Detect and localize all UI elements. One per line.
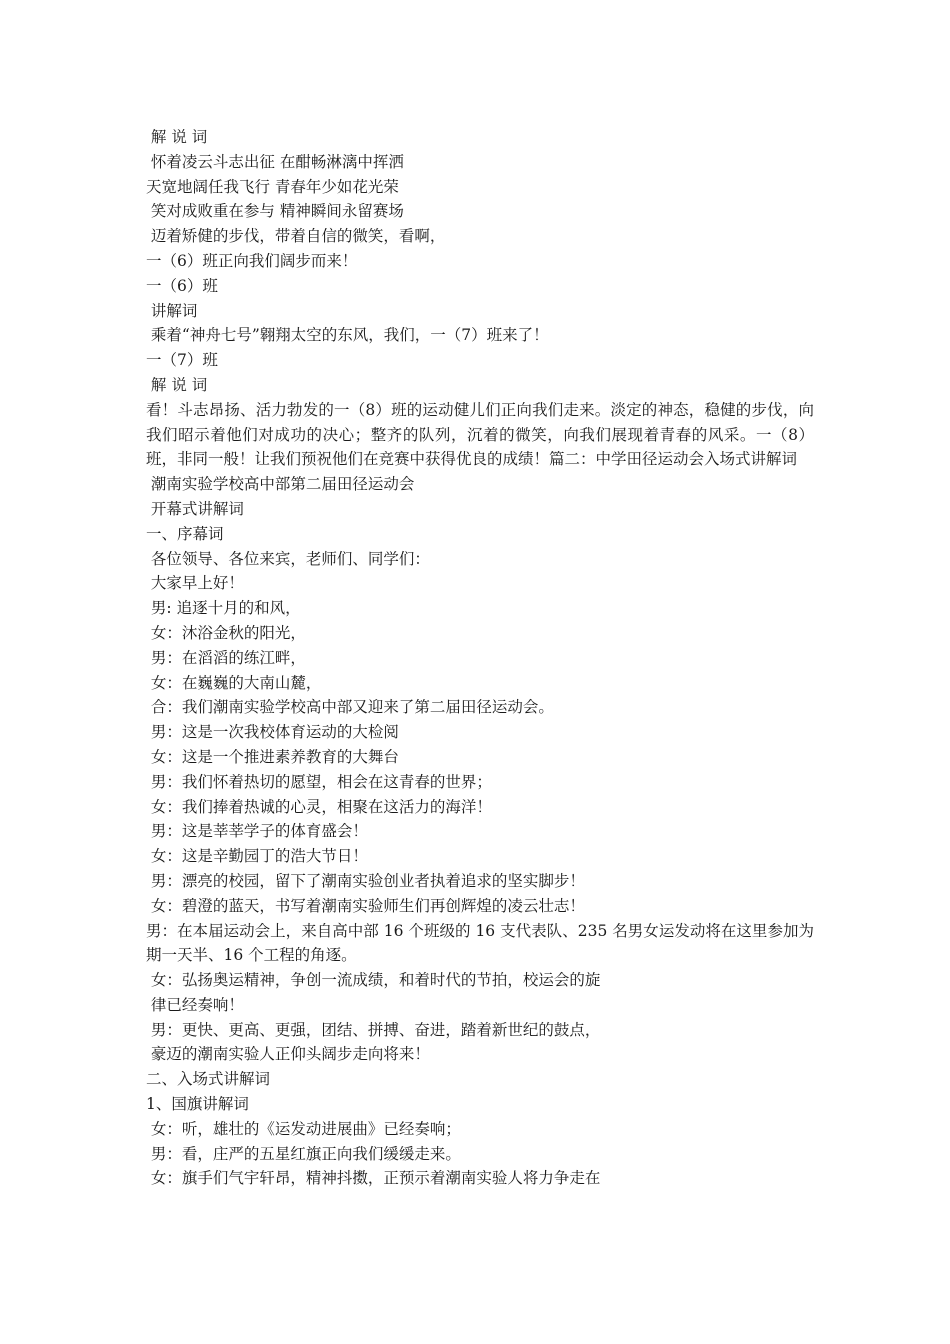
dialogue-line: 男：更快、更高、更强，团结、拼搏、奋进，踏着新世纪的鼓点， bbox=[146, 1020, 601, 1039]
dialogue-line: 女：旗手们气宇轩昂，精神抖擞，正预示着潮南实验人将力争走在 bbox=[146, 1169, 601, 1188]
document-subtitle: 开幕式讲解词 bbox=[146, 499, 244, 518]
verse-line: 怀着凌云斗志出征 在酣畅淋漓中挥洒 bbox=[146, 152, 404, 171]
verse-line: 天宽地阔任我飞行 青春年少如花光荣 bbox=[146, 177, 399, 196]
dialogue-line: 男：我们怀着热切的愿望，相会在这青春的世界； bbox=[146, 772, 492, 791]
dialogue-line: 男：看，庄严的五星红旗正向我们缓缓走来。 bbox=[146, 1144, 461, 1163]
text-line: 乘着“神舟七号”翱翔太空的东风，我们，一（7）班来了！ bbox=[146, 326, 549, 345]
dialogue-line: 豪迈的潮南实验人正仰头阔步走向将来！ bbox=[146, 1045, 430, 1064]
text-line: 大家早上好！ bbox=[146, 574, 244, 593]
text-line: 一（6）班正向我们阔步而来！ bbox=[146, 251, 358, 270]
section-heading: 一、序幕词 bbox=[146, 524, 224, 543]
dialogue-line: 女：这是辛勤园丁的浩大节日！ bbox=[146, 847, 368, 866]
dialogue-line: 女：我们捧着热诚的心灵，相聚在这活力的海洋！ bbox=[146, 797, 492, 816]
section-heading: 二、入场式讲解词 bbox=[146, 1070, 271, 1089]
dialogue-line: 合：我们潮南实验学校高中部又迎来了第二届田径运动会。 bbox=[146, 698, 554, 717]
dialogue-line: 女：在巍巍的大南山麓， bbox=[146, 673, 322, 692]
dialogue-line: 男: 追逐十月的和风， bbox=[146, 599, 301, 618]
subsection-heading: 1、国旗讲解词 bbox=[146, 1095, 249, 1114]
dialogue-line: 男：这是莘莘学子的体育盛会！ bbox=[146, 822, 368, 841]
heading-commentary-2: 讲解词 bbox=[146, 301, 198, 320]
document-body bbox=[146, 125, 814, 1191]
dialogue-line: 男：在滔滔的练江畔， bbox=[146, 648, 306, 667]
document-title: 潮南实验学校高中部第二届田径运动会 bbox=[146, 475, 415, 494]
dialogue-line: 女：这是一个推进素养教育的大舞台 bbox=[146, 747, 399, 766]
heading-commentary-1: 解 说 词 bbox=[146, 128, 208, 146]
dialogue-line: 男：漂亮的校园，留下了潮南实验创业者执着追求的坚实脚步！ bbox=[146, 871, 585, 890]
dialogue-line: 女：听，雄壮的《运发动进展曲》已经奏响； bbox=[146, 1119, 461, 1138]
paragraph: 男：在本届运动会上，来自高中部 16 个班级的 16 支代表队、235 名男女运发动将在这里参加为期一天半、16 个工程的角逐。 bbox=[146, 921, 814, 965]
dialogue-line: 律已经奏响！ bbox=[146, 995, 244, 1014]
dialogue-line: 男：这是一次我校体育运动的大检阅 bbox=[146, 723, 399, 742]
text-line: 迈着矫健的步伐，带着自信的微笑，看啊， bbox=[146, 227, 446, 246]
dialogue-line: 女：沐浴金秋的阳光， bbox=[146, 623, 306, 642]
dialogue-line: 女：弘扬奥运精神，争创一流成绩，和着时代的节拍，校运会的旋 bbox=[146, 971, 601, 990]
heading-commentary-3: 解 说 词 bbox=[146, 375, 208, 394]
class-label: 一（6）班 bbox=[146, 276, 218, 295]
dialogue-line: 女：碧澄的蓝天，书写着潮南实验师生们再创辉煌的凌云壮志！ bbox=[146, 896, 585, 915]
class-label: 一（7）班 bbox=[146, 351, 218, 370]
text-line: 各位领导、各位来宾，老师们、同学们： bbox=[146, 549, 430, 568]
verse-line: 笑对成败重在参与 精神瞬间永留赛场 bbox=[146, 202, 404, 221]
paragraph: 看！斗志昂扬、活力勃发的一（8）班的运动健儿们正向我们走来。淡定的神态，稳健的步伐，向我们昭示着他们对成功的决心；整齐的队列，沉着的微笑，向我们展现着青春的风采。一（8）班，非同一般！让我们预祝他们在竞赛中获得优良的成绩！篇二：中学田径运动会入场式讲解词 bbox=[146, 400, 814, 469]
